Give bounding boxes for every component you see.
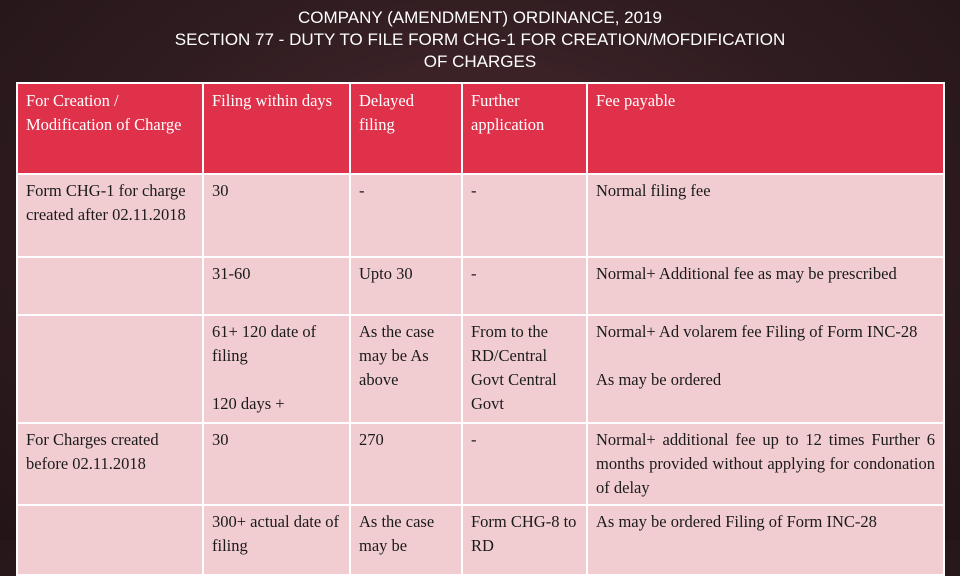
table-cell: 31-60 bbox=[203, 257, 350, 315]
table-cell: As the case may be As above bbox=[350, 315, 462, 423]
table-cell: Form CHG-8 to RD bbox=[462, 505, 587, 575]
table-cell: From to the RD/Central Govt Central Govt bbox=[462, 315, 587, 423]
table-cell: 30 bbox=[203, 174, 350, 257]
table-cell: Normal filing fee bbox=[587, 174, 944, 257]
table-cell: Form CHG-1 for charge created after 02.11.2018 bbox=[17, 174, 203, 257]
table-header-row bbox=[17, 83, 944, 174]
table-cell: Upto 30 bbox=[350, 257, 462, 315]
table-row bbox=[17, 315, 944, 423]
header-cell: Further application bbox=[462, 83, 587, 174]
title-line-2: SECTION 77 - DUTY TO FILE FORM CHG-1 FOR CREATION/MOFDIFICATION bbox=[174, 30, 786, 49]
table-row bbox=[17, 174, 944, 257]
table-cell: Normal+ Additional fee as may be prescribed bbox=[587, 257, 944, 315]
header-cell: Filing within days bbox=[203, 83, 350, 174]
cell-text: 120 days + bbox=[212, 394, 285, 413]
cell-text: As may be ordered bbox=[596, 370, 722, 389]
title-line-1: COMPANY (AMENDMENT) ORDINANCE, 2019 bbox=[298, 8, 662, 27]
header-cell: For Creation / Modification of Charge bbox=[17, 83, 203, 174]
title-line-3: OF CHARGES bbox=[423, 52, 537, 71]
table-row bbox=[17, 505, 944, 575]
table-cell: - bbox=[462, 174, 587, 257]
charges-table bbox=[16, 82, 945, 576]
table-cell: 300+ actual date of filing bbox=[203, 505, 350, 575]
table-cell: - bbox=[462, 257, 587, 315]
table-cell bbox=[587, 315, 944, 423]
slide-title bbox=[0, 7, 960, 73]
table-cell: - bbox=[350, 174, 462, 257]
table-cell bbox=[203, 315, 350, 423]
table-cell bbox=[17, 315, 203, 423]
cell-text: 61+ 120 date of filing bbox=[212, 322, 317, 365]
table-cell bbox=[17, 505, 203, 575]
table-cell bbox=[17, 257, 203, 315]
table-row bbox=[17, 423, 944, 505]
header-cell: Delayed filing bbox=[350, 83, 462, 174]
table-cell: As the case may be bbox=[350, 505, 462, 575]
table-cell: Normal+ additional fee up to 12 times Further 6 months provided without applying for condonation of delay bbox=[587, 423, 944, 505]
cell-text: Normal+ Ad volarem fee Filing of Form INC-28 bbox=[596, 322, 918, 341]
table-cell: - bbox=[462, 423, 587, 505]
table-cell: For Charges created before 02.11.2018 bbox=[17, 423, 203, 505]
table-row bbox=[17, 257, 944, 315]
header-cell: Fee payable bbox=[587, 83, 944, 174]
table-cell: 30 bbox=[203, 423, 350, 505]
table-cell: 270 bbox=[350, 423, 462, 505]
table-cell: As may be ordered Filing of Form INC-28 bbox=[587, 505, 944, 575]
